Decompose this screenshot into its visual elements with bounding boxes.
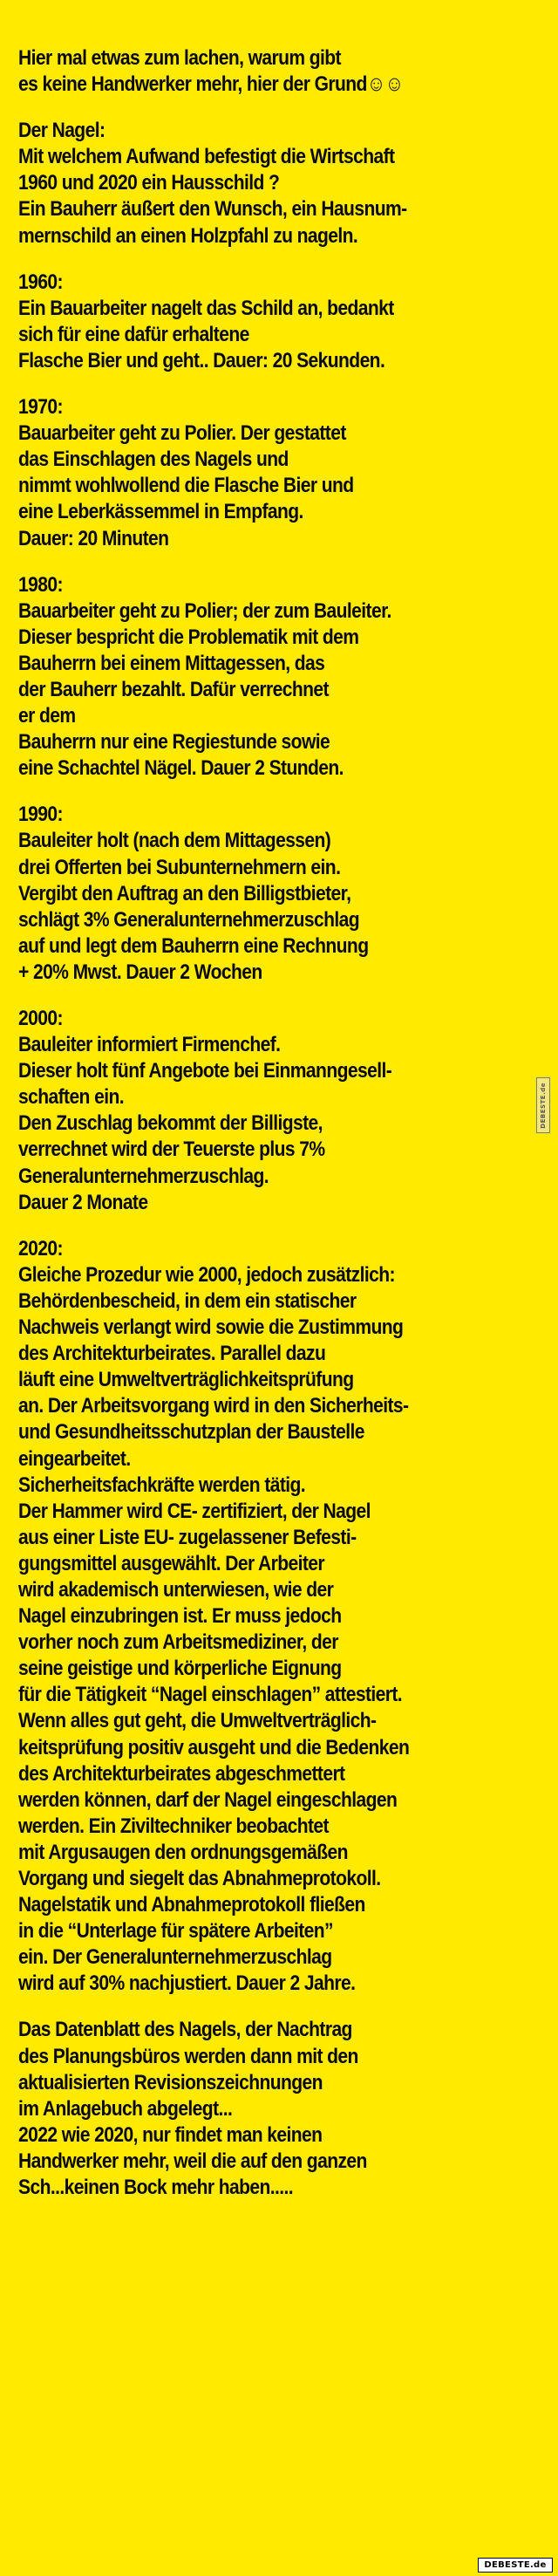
paragraph: [18, 45, 541, 98]
text-line: sich für eine dafür erhaltene: [18, 322, 249, 346]
text-line: und Gesundheitsschutzplan der Baustelle: [18, 1420, 364, 1445]
text-line: Bauarbeiter geht zu Polier. Der gestattet: [18, 421, 346, 446]
text-line: eingearbeitet.: [18, 1446, 131, 1471]
text-line: drei Offerten bei Subunternehmern ein.: [18, 855, 341, 879]
text-line: nimmt wohlwollend die Flasche Bier und: [18, 474, 354, 498]
text-line: eine Leberkässemmel in Empfang.: [18, 500, 303, 524]
text-line: Den Zuschlag bekommt der Billigste,: [18, 1111, 323, 1136]
text-line: Dauer 2 Monate: [18, 1190, 148, 1214]
text-line: ein. Der Generalunternehmerzuschlag: [18, 1945, 332, 1970]
paragraph: [18, 394, 541, 552]
text-line: schlägt 3% Generalunternehmerzuschlag: [18, 907, 360, 932]
text-line: Bauherrn nur eine Regiestunde sowie: [18, 730, 330, 755]
text-line: des Architekturbeirates. Parallel dazu: [18, 1342, 326, 1366]
text-line: 1960:: [18, 270, 63, 294]
paragraph: [18, 270, 541, 374]
watermark-text: DEBESTE.de: [540, 1082, 547, 1129]
text-line: auf und legt dem Bauherrn eine Rechnung: [18, 933, 369, 958]
text-line: an. Der Arbeitsvorgang wird in den Sicherheits-: [18, 1394, 409, 1418]
text-line: Nachweis verlangt wird sowie die Zustimmung: [18, 1315, 404, 1340]
paragraph: [18, 572, 541, 782]
text-line: im Anlagebuch abgelegt...: [18, 2096, 233, 2121]
text-line: 1970:: [18, 395, 63, 420]
text-line: seine geistige und körperliche Eignung: [18, 1657, 342, 1681]
text-line: keitsprüfung positiv ausgeht und die Bedenken: [18, 1735, 410, 1759]
joke-text: [18, 45, 541, 2221]
text-line: Flasche Bier und geht.. Dauer: 20 Sekunden.: [18, 348, 385, 372]
text-line: Bauherrn bei einem Mittagessen, das: [18, 651, 325, 675]
paragraph: [18, 118, 541, 249]
text-line: vorher noch zum Arbeitsmediziner, der: [18, 1630, 338, 1655]
paragraph: [18, 2017, 541, 2201]
text-line: Dauer: 20 Minuten: [18, 526, 169, 550]
text-line: Sicherheitsfachkräfte werden tätig.: [18, 1472, 306, 1497]
text-line: Behördenbescheid, in dem ein statischer: [18, 1288, 357, 1313]
logo-text: DEBESTE.de: [484, 2560, 547, 2570]
text-line: 1990:: [18, 803, 63, 827]
text-line: 2000:: [18, 1007, 63, 1030]
text-line: Sch...keinen Bock mehr haben.....: [18, 2176, 294, 2200]
text-line: Der Nagel:: [18, 119, 105, 143]
text-line: Generalunternehmerzuschlag.: [18, 1164, 269, 1188]
text-line: in die “Unterlage für spätere Arbeiten”: [18, 1919, 333, 1944]
site-logo[interactable]: [478, 2558, 553, 2573]
text-line: aus einer Liste EU- zugelassener Befesti-: [18, 1525, 357, 1549]
text-line: Nagelstatik und Abnahmeprotokoll fließen: [18, 1893, 365, 1917]
text-line: gungsmittel ausgewählt. Der Arbeiter: [18, 1551, 325, 1575]
text-line: des Planungsbüros werden dann mit den: [18, 2044, 358, 2068]
text-line: verrechnet wird der Teuerste plus 7%: [18, 1138, 325, 1162]
text-line: Wenn alles gut geht, die Umweltverträglich-: [18, 1709, 377, 1733]
text-line: schaften ein.: [18, 1085, 124, 1110]
paragraph: [18, 802, 541, 986]
side-watermark: [536, 1077, 550, 1133]
text-line: aktualisierten Revisionszeichnungen: [18, 2070, 323, 2094]
text-line: das Einschlagen des Nagels und: [18, 448, 289, 472]
text-line: Hier mal etwas zum lachen, warum gibt: [18, 46, 341, 70]
text-line: Der Hammer wird CE- zertifiziert, der Nagel: [18, 1499, 371, 1523]
paragraph: [18, 1006, 541, 1216]
text-line: es keine Handwerker mehr, hier der Grund☺☺: [18, 72, 404, 97]
paragraph: [18, 1236, 541, 1998]
text-line: Bauarbeiter geht zu Polier; der zum Bauleiter.: [18, 598, 391, 623]
text-line: eine Schachtel Nägel. Dauer 2 Stunden.: [18, 756, 344, 781]
text-line: 1980:: [18, 572, 63, 597]
text-line: Bauleiter informiert Firmenchef.: [18, 1033, 281, 1057]
text-line: Dieser bespricht die Problematik mit dem: [18, 625, 359, 649]
text-line: für die Tätigkeit “Nagel einschlagen” attestiert.: [18, 1683, 403, 1707]
text-line: wird auf 30% nachjustiert. Dauer 2 Jahre.: [18, 1971, 356, 1996]
text-line: der Bauherr bezahlt. Dafür verrechnet: [18, 677, 329, 701]
text-line: 2020:: [18, 1236, 63, 1261]
text-line: werden können, darf der Nagel eingeschlagen: [18, 1787, 398, 1812]
text-line: er dem: [18, 704, 76, 728]
text-line: Gleiche Prozedur wie 2000, jedoch zusätzlich:: [18, 1262, 395, 1287]
text-line: mit Argusaugen den ordnungsgemäßen: [18, 1840, 348, 1864]
text-line: werden. Ein Ziviltechniker beobachtet: [18, 1814, 329, 1838]
text-line: mernschild an einen Holzpfahl zu nageln.: [18, 223, 358, 248]
text-line: Ein Bauherr äußert den Wunsch, ein Hausnum-: [18, 197, 407, 222]
text-line: wird akademisch unterwiesen, wie der: [18, 1577, 334, 1602]
text-line: Vergibt den Auftrag an den Billigstbieter,: [18, 881, 351, 905]
text-line: Dieser holt fünf Angebote bei Einmanngesell-: [18, 1059, 392, 1083]
text-line: Ein Bauarbeiter nagelt das Schild an, bedankt: [18, 296, 394, 320]
text-line: + 20% Mwst. Dauer 2 Wochen: [18, 960, 262, 984]
text-line: Mit welchem Aufwand befestigt die Wirtschaft: [18, 145, 395, 169]
text-line: des Architekturbeirates abgeschmettert: [18, 1761, 345, 1786]
text-line: Vorgang und siegelt das Abnahmeprotokoll.: [18, 1867, 381, 1890]
text-line: läuft eine Umweltverträglichkeitsprüfung: [18, 1368, 354, 1392]
text-line: 2022 wie 2020, nur findet man keinen: [18, 2122, 323, 2147]
text-line: Nagel einzubringen ist. Er muss jedoch: [18, 1604, 342, 1629]
text-line: Handwerker mehr, weil die auf den ganzen: [18, 2149, 367, 2173]
text-line: Das Datenblatt des Nagels, der Nachtrag: [18, 2018, 352, 2042]
text-line: 1960 und 2020 ein Hausschild ?: [18, 171, 280, 195]
text-line: Bauleiter holt (nach dem Mittagessen): [18, 829, 331, 853]
